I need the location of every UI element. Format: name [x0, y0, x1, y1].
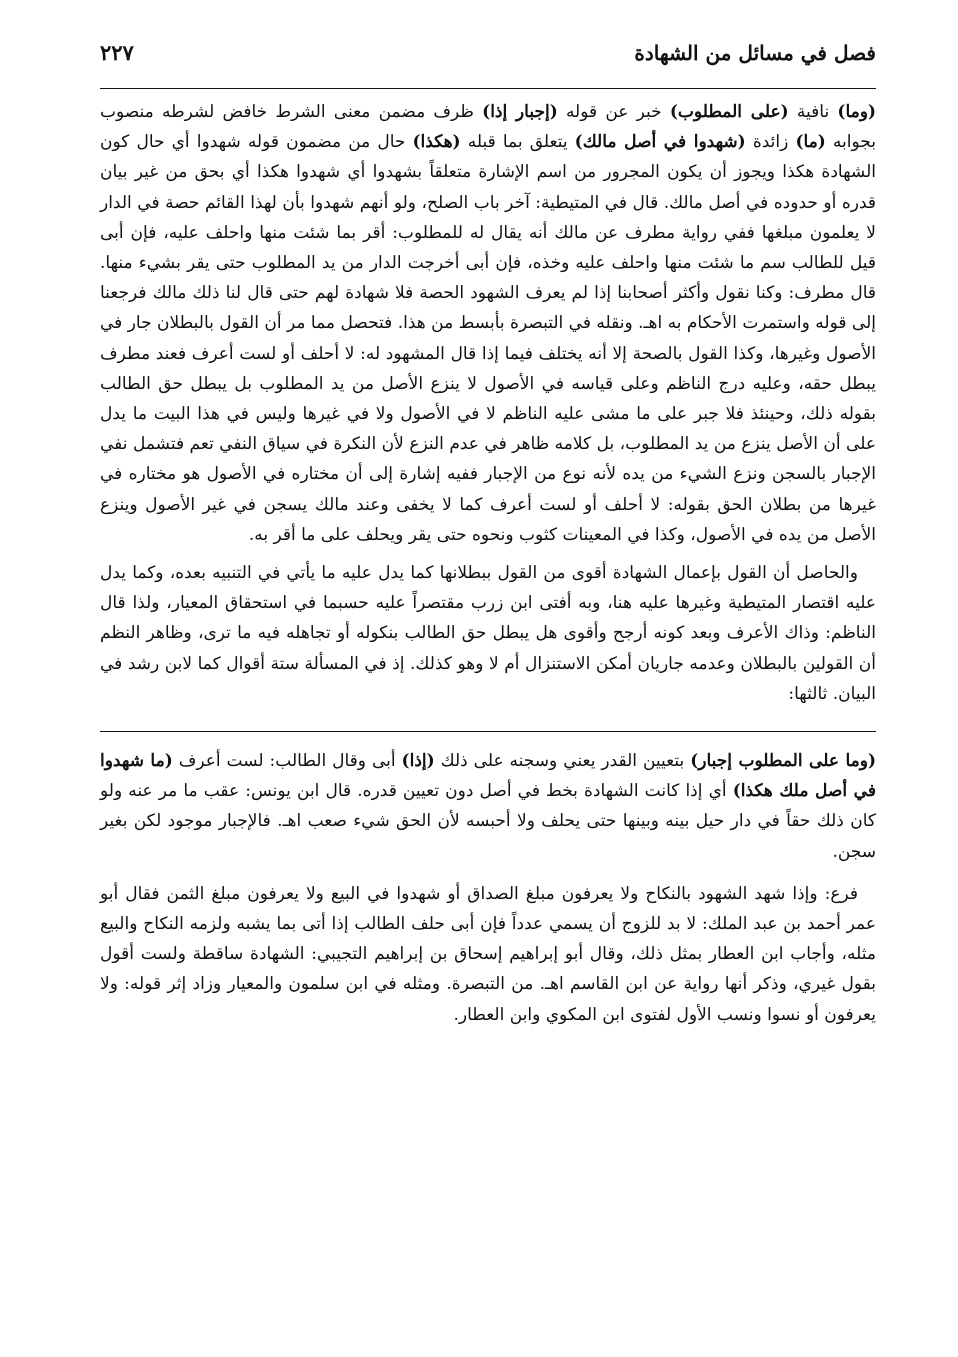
commentary-notes [100, 746, 876, 1030]
main-paragraph-1 [100, 97, 876, 550]
notes-divider [100, 731, 876, 732]
text-run: بتعيين القدر يعني وسجنه على ذلك [434, 751, 691, 772]
text-run: أي إذا كانت الشهادة بخط في أصل دون تعيين قدره. قال ابن يونس: عقب ما مر عنه ولو كان ذلك حقاً في دار حيل بينه وبينها حتى يحلف ولا أحبسه لأن الحق شيء صعب اهـ. فالإجبار موجود لكن بغير سجن. [100, 781, 876, 862]
book-page [100, 40, 876, 1347]
bold-term: (إذا) [401, 751, 435, 772]
header-rule [100, 88, 876, 89]
note-paragraph-1 [100, 746, 876, 867]
bold-term: (ما) [795, 132, 826, 153]
text-run: يتعلق بما قبله [460, 132, 575, 153]
bold-term: (شهدوا في أصل مالك) [574, 132, 746, 153]
text-run: نافية [788, 102, 838, 122]
page-number: ٢٢٧ [100, 40, 134, 65]
chapter-title: فصل في مسائل من الشهادة [634, 41, 876, 65]
main-text [100, 97, 876, 709]
bold-term: (على المطلوب) [669, 102, 789, 122]
bold-term: (إجبار إذا) [482, 102, 558, 122]
text-run: ظرف مضمن معنى الشرط خافض لشرطه منصوب بجوابه [100, 102, 876, 153]
bold-term: (وما) [837, 102, 877, 122]
text-run: أبى وقال الطالب: لست أعرف [172, 751, 402, 772]
text-run: حال من مضمون قوله شهدوا أي حال كون الشهادة هكذا ويجوز أن يكون المجرور من اسم الإشارة متعلقاً بشهدوا أي شهدوا هكذا أي بحق من غير بيان قدره أو حدوده في أصل مالك. قال في المتيطية: آخر باب الصلح، ولو أنهم شهدوا بأن لهذا القائم حصة في الدار لا يعلمون مبلغها ففي رواية مطرف عن مالك أنه يقال له للمطلوب: أقر بما شئت منها واحلف عليه، فإن أبى قيل للطالب سم ما شئت منها واحلف عليه وخذه، فإن أبى أخرجت الدار من يد المطلوب حتى يقر بشيء منها. قال مطرف: وكنا نقول وأكثر أصحابنا إذا لم يعرف الشهود الحصة فلا شهادة لهم حتى قال لنا ذلك مالك فرجعنا إلى قوله واستمرت الأحكام به اهـ. ونقله في التبصرة بأبسط من هذا. فتحصل مما مر أن القول بالبطلان جار في الأصول وغيرها، وكذا القول بالصحة إلا أنه يختلف فيما إذا قال المشهود له: لا أحلف أو لست أعرف فعند مطرف يبطل حقه، وعليه درج الناظم وعلى قياسه في الأصول لا ينزع الأصل من يد المطلوب بل يبطل حق الطالب بقوله ذلك، وحينئذ فلا جبر على ما مشى عليه الناظم لا في الأصول ولا في غيرها وليس في هذا البيت ما يدل على أن الأصل ينزع من يد المطلوب، بل كلامه ظاهر في عدم النزع لأن النكرة في سياق النفي تعم فتشمل نفي الإجبار بالسجن ونزع الشيء من يده لأنه نوع من الإجبار ففيه إشارة إلى أن مختاره في الأصول هو مختاره في غيرها من بطلان الحق بقوله: لا أحلف أو لست أعرف كما لا يخفى وعند مالك يسجن في غير الأصول وينزع الأصل من يده في الأصول، وكذا في المعينات كثوب ونحوه حتى يقر ويحلف على ما أقر به. [100, 132, 876, 545]
note-paragraph-2: فرع: وإذا شهد الشهود بالنكاح ولا يعرفون مبلغ الصداق أو شهدوا في البيع ولا يعرفون مبلغ الثمن فقال أبو عمر أحمد بن عبد الملك: لا بد للزوج أن يسمي عدداً فإن أبى حلف الطالب إذا أتى بما يشبه ولزمه النكاح والبيع مثله، وأجاب ابن العطار بمثل ذلك، وقال أبو إبراهيم إسحاق بن إبراهيم التجيبي: الشهادة ساقطة ولست أقول بقول غيري، وذكر أنها رواية عن ابن القاسم اهـ. من التبصرة. ومثله في ابن سلمون والمعيار وزاد إثر قوله: ولا يعرفون أو نسوا ونسب الأول لفتوى ابن المكوي وابن العطار. [100, 883, 876, 1025]
main-paragraph-2: والحاصل أن القول بإعمال الشهادة أقوى من القول ببطلانها كما يدل عليه ما يأتي في التنبيه بعده، وكما يدل عليه اقتصار المتيطية وغيرها عليه هنا، وبه أفتى ابن زرب مقتصراً عليه حسبما في استحقاق المعيار، ولذا قال الناظم: وذاك الأعرف وبعد كونه أرجح وأقوى هل يبطل حق الطالب بنكوله أو تجاهله فيه ما ترى، وظاهر النظم أن القولين بالبطلان وعدمه جاريان أمكن الاستنزال أم لا وهو كذلك. إذ في المسألة ستة أقوال كما لابن رشد في البيان. ثالثها: [100, 563, 876, 704]
running-head [100, 40, 876, 84]
bold-term: (ما شهدوا في أصل ملك هكذا) [100, 751, 876, 802]
bold-term: (هكذا) [412, 132, 461, 153]
text-run: زائدة [745, 132, 796, 153]
bold-term: (وما على المطلوب إجبار) [690, 751, 876, 772]
text-run: خبر عن قوله [557, 102, 670, 122]
